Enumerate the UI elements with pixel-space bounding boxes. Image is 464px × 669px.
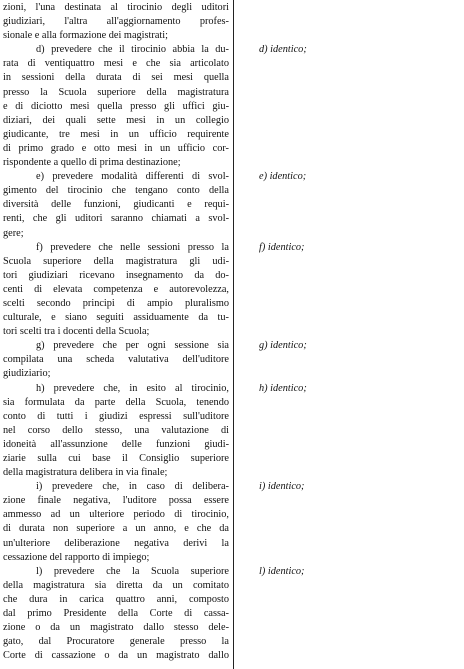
text-line: diversità delle funzioni, giudicanti e requi-	[3, 199, 229, 211]
text-line: gato, dal Procuratore generale presso la	[3, 636, 229, 648]
text-line: giudicante, tre mesi in un ufficio requirente	[3, 128, 229, 140]
text-line: ammesso ad un ulteriore periodo di tirocinio,	[3, 509, 229, 521]
text-line: renti, che gli uditori saranno chiamati a svol-	[3, 213, 229, 225]
amendment-note: d) identico;	[259, 44, 307, 56]
text-line: della magistratura sia diretta da un comitato	[3, 579, 229, 591]
amendment-note: i) identico;	[259, 481, 305, 493]
text-line: giudiziario;	[3, 368, 51, 380]
text-line: conto di tutti i giudizi espressi sull'uditore	[3, 410, 229, 422]
text-line: diziari, dei quali sette mesi in un collegio	[3, 114, 229, 126]
text-line: gere;	[3, 227, 24, 239]
text-line: cessazione del rapporto di impiego;	[3, 551, 150, 563]
text-line: i) prevedere che, in caso di delibera-	[36, 481, 229, 493]
text-line: giudiziari, l'altra all'aggiornamento profes-	[3, 16, 229, 28]
text-line: gimento del tirocinio che tengano conto della	[3, 185, 229, 197]
text-line: e di diciotto mesi quella presso gli uffici giu-	[3, 100, 229, 112]
left-column	[3, 1, 229, 663]
text-line: sia formulata da parte della Scuola, tenendo	[3, 396, 229, 408]
text-line: rata di ventiquattro mesi e che sia articolato	[3, 58, 229, 70]
text-line: d) prevedere che il tirocinio abbia la du-	[36, 44, 229, 56]
text-line: nel corso dello stesso, una valutazione di	[3, 424, 229, 436]
text-line: culturale, e siano seguiti assiduamente da tu-	[3, 312, 229, 324]
text-line: Scuola superiore della magistratura gli udi-	[3, 255, 229, 267]
text-line: ziarie sulla cui base il Consiglio superiore	[3, 453, 229, 464]
text-line: della magistratura delibera in via finale;	[3, 467, 168, 479]
column-divider	[233, 0, 234, 669]
text-line: tori giudiziari ricevano insegnamento da do-	[3, 269, 229, 281]
text-line: zioni, l'una destinata al tirocinio degli uditori	[3, 2, 229, 13]
text-line: di primo grado e otto mesi in un ufficio cor-	[3, 142, 229, 154]
text-line: sionale e alla formazione dei magistrati;	[3, 30, 168, 42]
text-line: dal primo Presidente della Corte di cassa-	[3, 608, 229, 620]
text-line: scelti secondo principi di ampio pluralismo	[3, 297, 229, 309]
text-line: g) prevedere che per ogni sessione sia	[36, 340, 229, 352]
text-line: idoneità all'assunzione delle funzioni giudi-	[3, 438, 229, 450]
text-line: e) prevedere modalità differenti di svol-	[36, 171, 229, 183]
text-line: presso la Scuola superiore della magistratura	[3, 86, 229, 98]
text-line: rispondente a quello di prima destinazione;	[3, 157, 181, 169]
text-line: zione finale negativa, l'uditore possa essere	[3, 495, 229, 507]
text-line: che dura in carica quattro anni, composto	[3, 593, 229, 605]
text-line: in sessioni della durata di sei mesi quella	[3, 72, 229, 84]
amendment-note: l) identico;	[259, 566, 305, 577]
amendment-note: h) identico;	[259, 382, 307, 394]
text-line: zione o da un magistrato dallo stesso dele-	[3, 622, 229, 634]
text-line: f) prevedere che nelle sessioni presso la	[36, 241, 229, 253]
text-line: h) prevedere che, in esito al tirocinio,	[36, 382, 229, 394]
amendment-note: e) identico;	[259, 171, 307, 183]
text-line: Corte di cassazione o da un magistrato dallo	[3, 650, 229, 662]
amendment-note: g) identico;	[259, 340, 307, 352]
text-line: un'ulteriore deliberazione negativa derivi la	[3, 537, 229, 549]
text-line: compilata una scheda valutativa dell'uditore	[3, 354, 229, 366]
text-line: l) prevedere che la Scuola superiore	[36, 565, 229, 577]
text-line: centi di elevata competenza e autorevolezza,	[3, 283, 229, 295]
text-line: di durata non superiore a un anno, e che da	[3, 523, 229, 535]
text-line: tori scelti tra i docenti della Scuola;	[3, 326, 150, 338]
amendment-note: f) identico;	[259, 241, 305, 253]
